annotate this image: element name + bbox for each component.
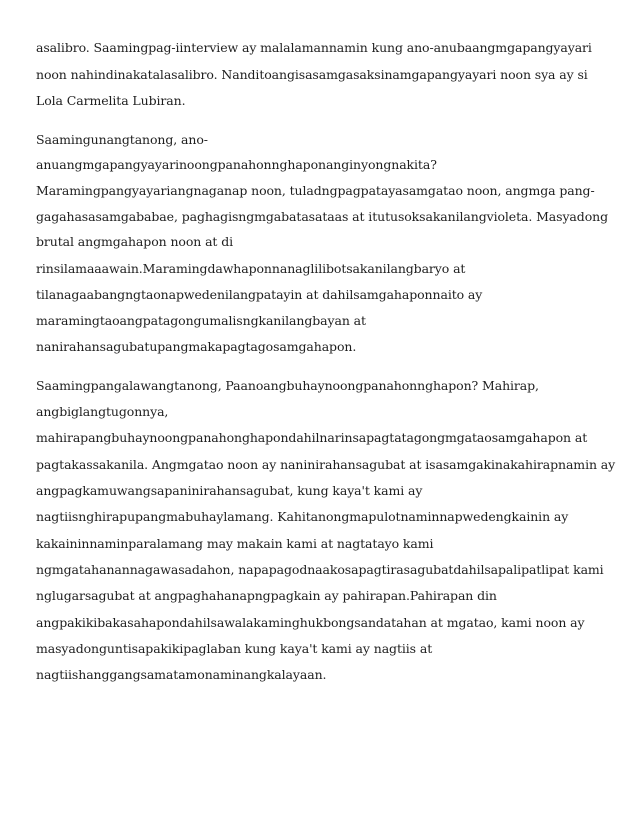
text-line: nagtiisnghirapupangmabuhaylamang. Kahitanongmapulotnaminnapwedengkainin ay [36,509,569,524]
text-line: angpagkamuwangsapaninirahansagubat, kung kaya't kami ay [36,483,423,498]
text-line: Saamingpangalawangtanong, Paanoangbuhaynoongpanahonnghapon? Mahirap, [36,378,539,393]
text-line: pagtakassakanila. Angmgatao noon ay naninirahansagubat at isasamgakinakahirapnamin ay [36,457,616,472]
text-line: anuangmgapangyayarinoongpanahonnghaponanginyongnakita? [36,157,437,172]
text-line: angbiglangtugonnya, [36,404,169,419]
text-line: Lola Carmelita Lubiran. [36,93,186,108]
text-line: masyadonguntisapakikipaglaban kung kaya't kami ay nagtiis at [36,641,433,656]
text-line: maramingtaoangpatagongumalisngkanilangbayan at [36,313,366,328]
text-line: tilanagaabangngtaonapwedenilangpatayin at dahilsamgahaponnaito ay [36,287,483,302]
text-line: angpakikibakasahapondahilsawalakaminghukbongsandatahan at mgatao, kami noon ay [36,615,585,630]
text-line: kakaininnaminparalamang may makain kami at nagtatayo kami [36,536,434,551]
text-line: noon nahindinakatalasalibro. Nanditoangisasamgasaksinamgapangyayari noon sya ay si [36,67,588,82]
text-line: Maramingpangyayariangnaganap noon, tuladngpagpatayasamgatao noon, angmga pang- [36,183,595,198]
text-line: gagahasasamgababae, paghagisngmgabatasataas at itutusoksakanilangvioleta. Masyadong [36,209,608,224]
text-line: brutal angmgahapon noon at di [36,234,234,249]
text-line: Saamingunangtanong, ano- [36,132,208,147]
text-line: nagtiishanggangsamatamonaminangkalayaan. [36,667,327,682]
text-line: mahirapangbuhaynoongpanahonghapondahilnarinsapagtatagongmgataosamgahapon at [36,430,588,445]
text-line: asalibro. Saamingpag-iinterview ay malalamannamin kung ano-anubaangmgapangyayari [36,40,592,55]
text-line: nanirahansagubatupangmakapagtagosamgahapon. [36,339,357,354]
text-line: rinsilamaaawain.Maramingdawhaponnanaglilibotsakanilangbaryo at [36,261,466,276]
text-line: ngmgatahanannagawasadahon, napapagodnaakosapagtirasagubatdahilsapalipatlipat kami [36,562,604,577]
text-line: nglugarsagubat at angpaghahanapngpagkain ay pahirapan.Pahirapan din [36,588,497,603]
